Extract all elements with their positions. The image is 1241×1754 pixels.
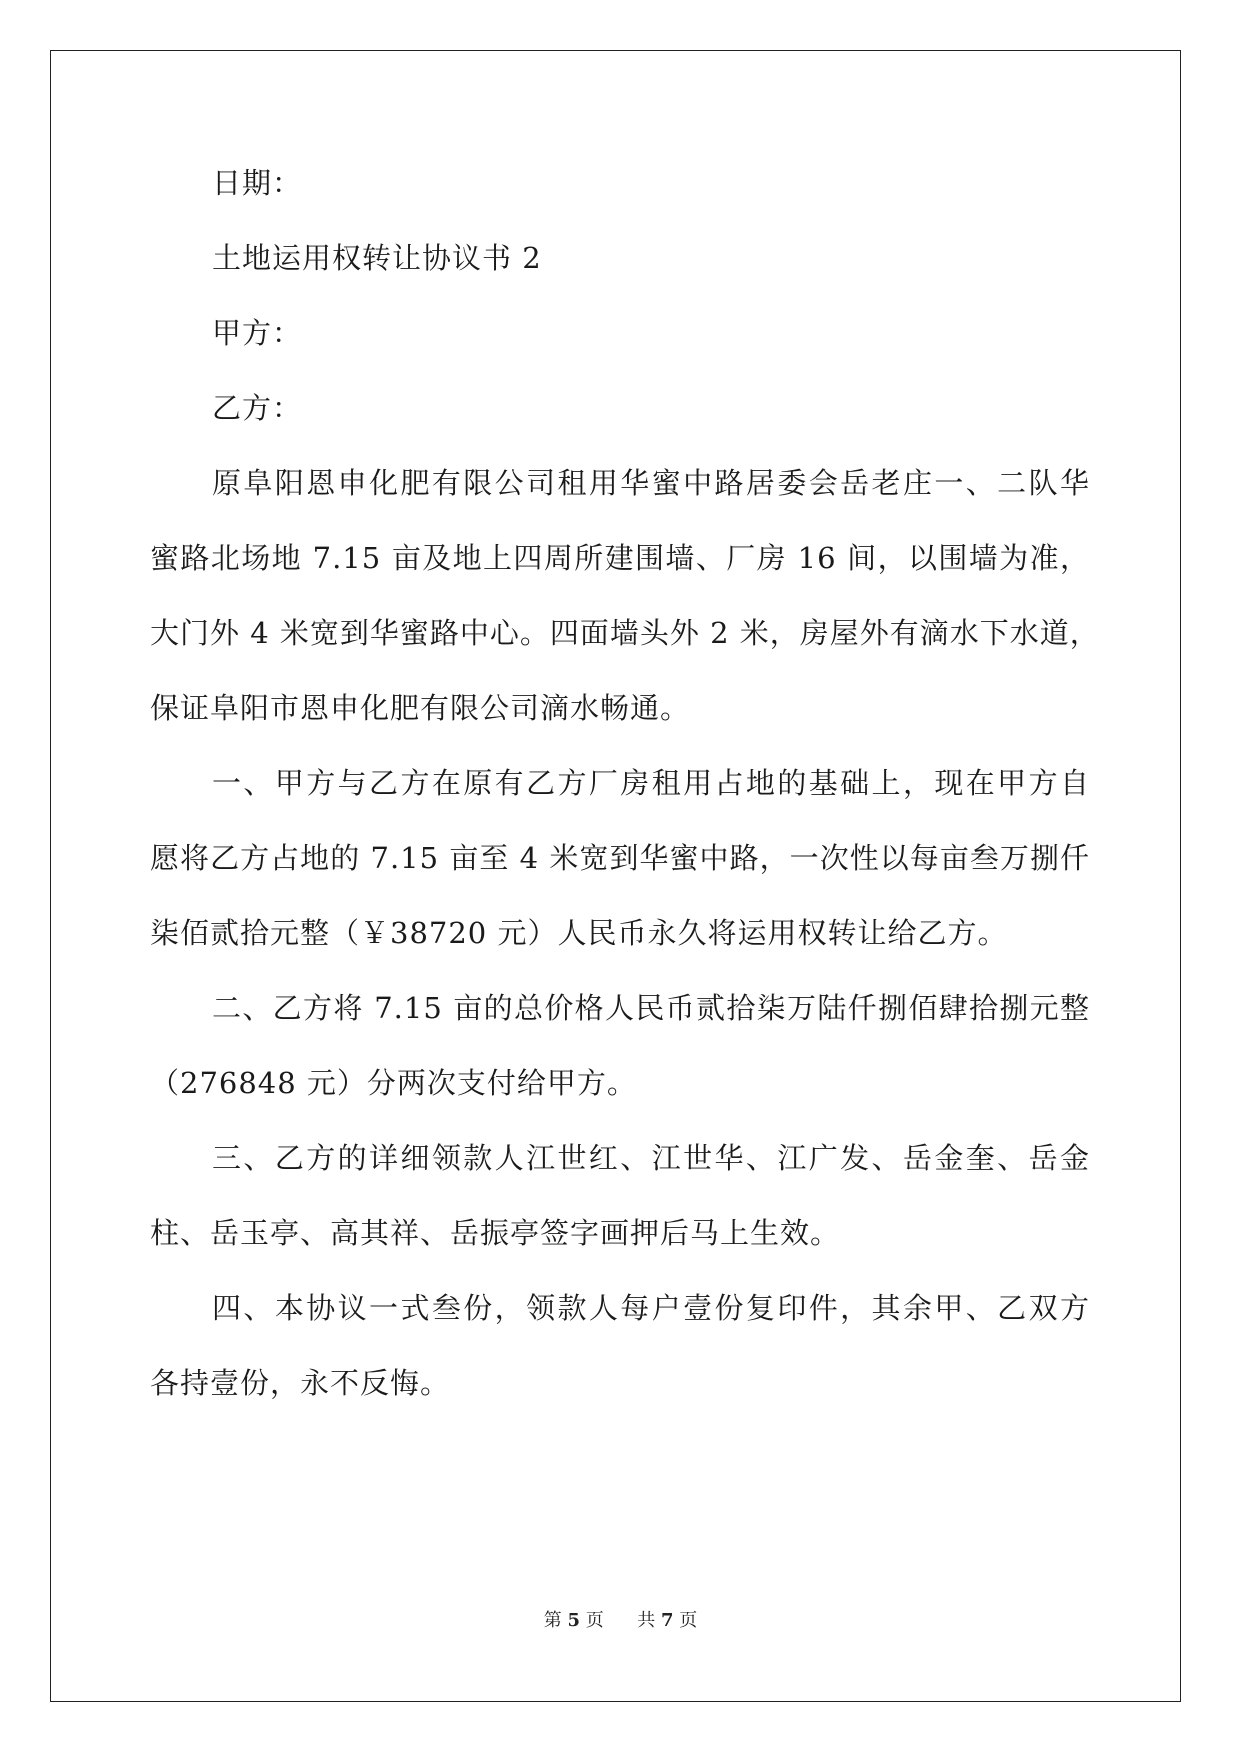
footer-page-suffix: 页 <box>585 1610 604 1631</box>
paragraph-intro-line-1: 原阜阳恩申化肥有限公司租用华蜜中路居委会岳老庄一、二队华 <box>212 466 1090 500</box>
party-b-label: 乙方： <box>212 391 303 425</box>
paragraph-intro-line-2: 蜜路北场地 7.15 亩及地上四周所建围墙、厂房 16 间，以围墙为准， <box>150 541 1090 575</box>
clause-3-line-2: 柱、岳玉亭、高其祥、岳振亭签字画押后马上生效。 <box>150 1216 841 1250</box>
party-a-label: 甲方： <box>212 316 303 350</box>
footer-total-prefix: 共 <box>637 1610 656 1631</box>
date-label: 日期： <box>212 166 303 200</box>
clause-2-line-2: （276848 元）分两次支付给甲方。 <box>150 1066 637 1100</box>
clause-4-line-1: 四、本协议一式叁份，领款人每户壹份复印件，其余甲、乙双方 <box>212 1291 1090 1325</box>
footer-page-number: 5 <box>567 1610 581 1631</box>
clause-2-line-1: 二、乙方将 7.15 亩的总价格人民币贰拾柒万陆仟捌佰肆拾捌元整 <box>212 991 1090 1025</box>
clause-4-line-2: 各持壹份，永不反悔。 <box>150 1366 451 1400</box>
page-border <box>50 50 1181 1702</box>
clause-1-line-2: 愿将乙方占地的 7.15 亩至 4 米宽到华蜜中路，一次性以每亩叁万捌仟 <box>150 841 1090 875</box>
clause-3-line-1: 三、乙方的详细领款人江世红、江世华、江广发、岳金奎、岳金 <box>212 1141 1090 1175</box>
footer-page-prefix: 第 <box>543 1610 562 1631</box>
footer-total-number: 7 <box>660 1610 674 1631</box>
document-title: 土地运用权转让协议书 2 <box>212 241 542 275</box>
paragraph-intro-line-4: 保证阜阳市恩申化肥有限公司滴水畅通。 <box>150 691 691 725</box>
page-footer <box>0 1610 1241 1632</box>
clause-1-line-1: 一、甲方与乙方在原有乙方厂房租用占地的基础上，现在甲方自 <box>212 766 1090 800</box>
paragraph-intro-line-3: 大门外 4 米宽到华蜜路中心。四面墙头外 2 米，房屋外有滴水下水道， <box>150 616 1100 650</box>
footer-total-suffix: 页 <box>679 1610 698 1631</box>
clause-1-line-3: 柒佰贰拾元整（￥38720 元）人民币永久将运用权转让给乙方。 <box>150 916 1008 950</box>
